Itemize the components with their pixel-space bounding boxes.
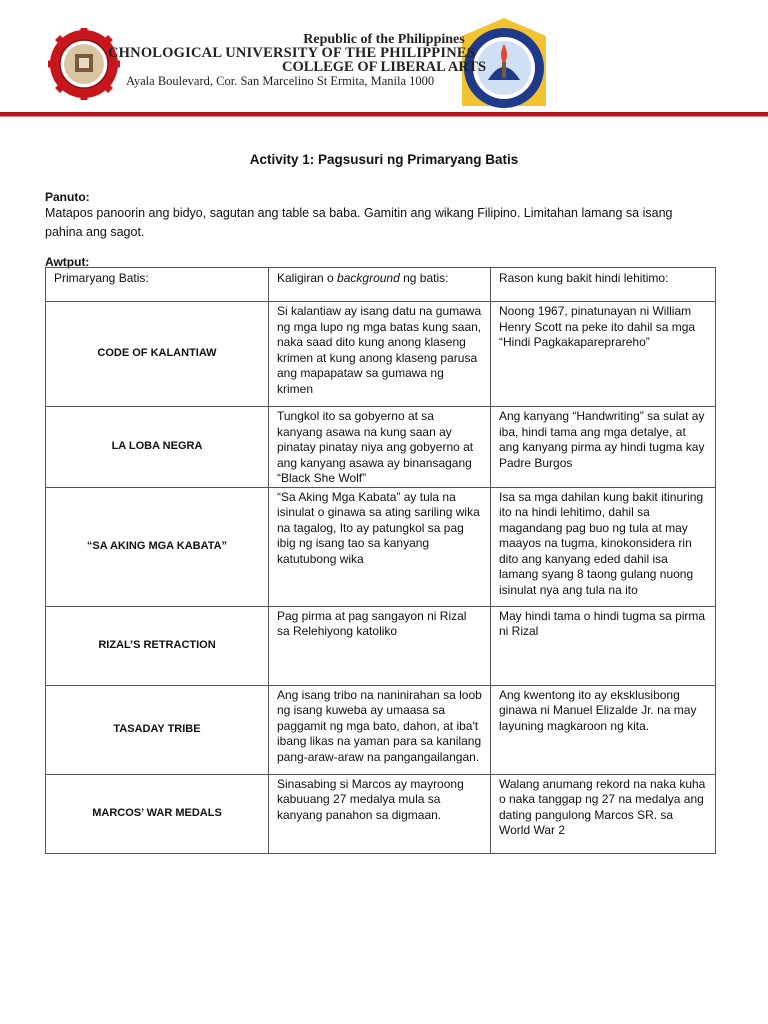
activity-title: Activity 1: Pagsusuri ng Primaryang Batis [249,152,519,167]
source-name: RIZAL’S RETRACTION [46,606,269,685]
table-header-row [46,268,716,302]
source-background: Ang isang tribo na naninirahan sa loob ng isang kuweba ay umaasa sa paggamit ng mga bato, dahon, at iba't ibang likas na yaman para sa kanilang pang-araw-araw na pangangailangan. [269,685,491,774]
header-background-post: ng batis: [399,271,449,285]
source-background: Tungkol ito sa gobyerno at sa kanyang asawa na kung saan ay pinatay pinatay niya ang gobyerno at ang kanyang asawa ay binansagang “Black She Wolf” [269,407,491,488]
header-background-em: background [337,271,400,285]
awtput-label: Awtput: [45,255,90,269]
table-row [46,302,716,407]
panuto-line-1: Matapos panoorin ang bidyo, sagutan ang table sa baba. Gamitin ang wikang Filipino. Limitahan lamang sa isang [45,206,673,220]
source-background: Sinasabing si Marcos ay mayroong kabuuang 27 medalya mula sa kanyang panahon sa digmaan. [269,774,491,853]
college-name: COLLEGE OF LIBERAL ARTS [281,59,487,75]
header-divider [0,112,768,117]
header-reason: Rason kung bakit hindi lehitimo: [491,268,716,302]
header-background [269,268,491,302]
source-name: LA LOBA NEGRA [46,407,269,488]
table-row [46,774,716,853]
letterhead [0,0,768,118]
source-reason: May hindi tama o hindi tugma sa pirma ni Rizal [491,606,716,685]
primary-sources-table [45,267,716,854]
table-row [46,487,716,606]
source-reason: Ang kwentong ito ay eksklusibong ginawa ni Manuel Elizalde Jr. na may layuning magkaroon ng kita. [491,685,716,774]
panuto-line-2: pahina ang sagot. [45,225,145,239]
source-reason: Noong 1967, pinatunayan ni William Henry Scott na peke ito dahil sa mga “Hindi Pagkakapareprareho” [491,302,716,407]
table-row [46,407,716,488]
source-name: TASADAY TRIBE [46,685,269,774]
source-reason: Walang anumang rekord na naka kuha o naka tanggap ng 27 na medalya ang dating pangulong Marcos SR. sa World War 2 [491,774,716,853]
table-row [46,606,716,685]
table-row [46,685,716,774]
panuto-label: Panuto: [45,190,90,204]
source-reason: Ang kanyang “Handwriting” sa sulat ay iba, hindi tama ang mga detalye, at ang kanyang pirma ay hindi tugma kay Padre Burgos [491,407,716,488]
source-name: “SA AKING MGA KABATA” [46,487,269,606]
source-reason: Isa sa mga dahilan kung bakit itinuring ito na hindi lehitimo, dahil sa magandang pag buo ng tula at may maayos na tugma, kinokonsidera rin dito ang kanyang eded dahil isa lamang syang 8 taong gulang nuong isinulat nya ang tula na ito [491,487,716,606]
university-name: CHNOLOGICAL UNIVERSITY OF THE PHILIPPINES [108,45,476,61]
header-background-pre: Kaligiran o [277,271,338,285]
source-name: MARCOS’ WAR MEDALS [46,774,269,853]
header-primary-source: Primaryang Batis: [46,268,269,302]
source-background: Pag pirma at pag sangayon ni Rizal sa Relehiyong katoliko [269,606,491,685]
source-background: Si kalantiaw ay isang datu na gumawa ng mga lupo ng mga batas kung saan, naka saad dito kung anong klaseng krimen at kung anong klaseng parusa ang mapapataw sa gumawa ng krimen [269,302,491,407]
address-line: Ayala Boulevard, Cor. San Marcelino St Ermita, Manila 1000 [126,74,435,88]
panuto-instructions [45,204,725,242]
republic-line: Republic of the Philippines [303,32,465,47]
source-name: CODE OF KALANTIAW [46,302,269,407]
source-background: “Sa Aking Mga Kabata” ay tula na isinulat o ginawa sa ating sariling wika na tagalog, Ito ay patungkol sa pag ibig ng isang tao sa kanyang katutubong wika [269,487,491,606]
